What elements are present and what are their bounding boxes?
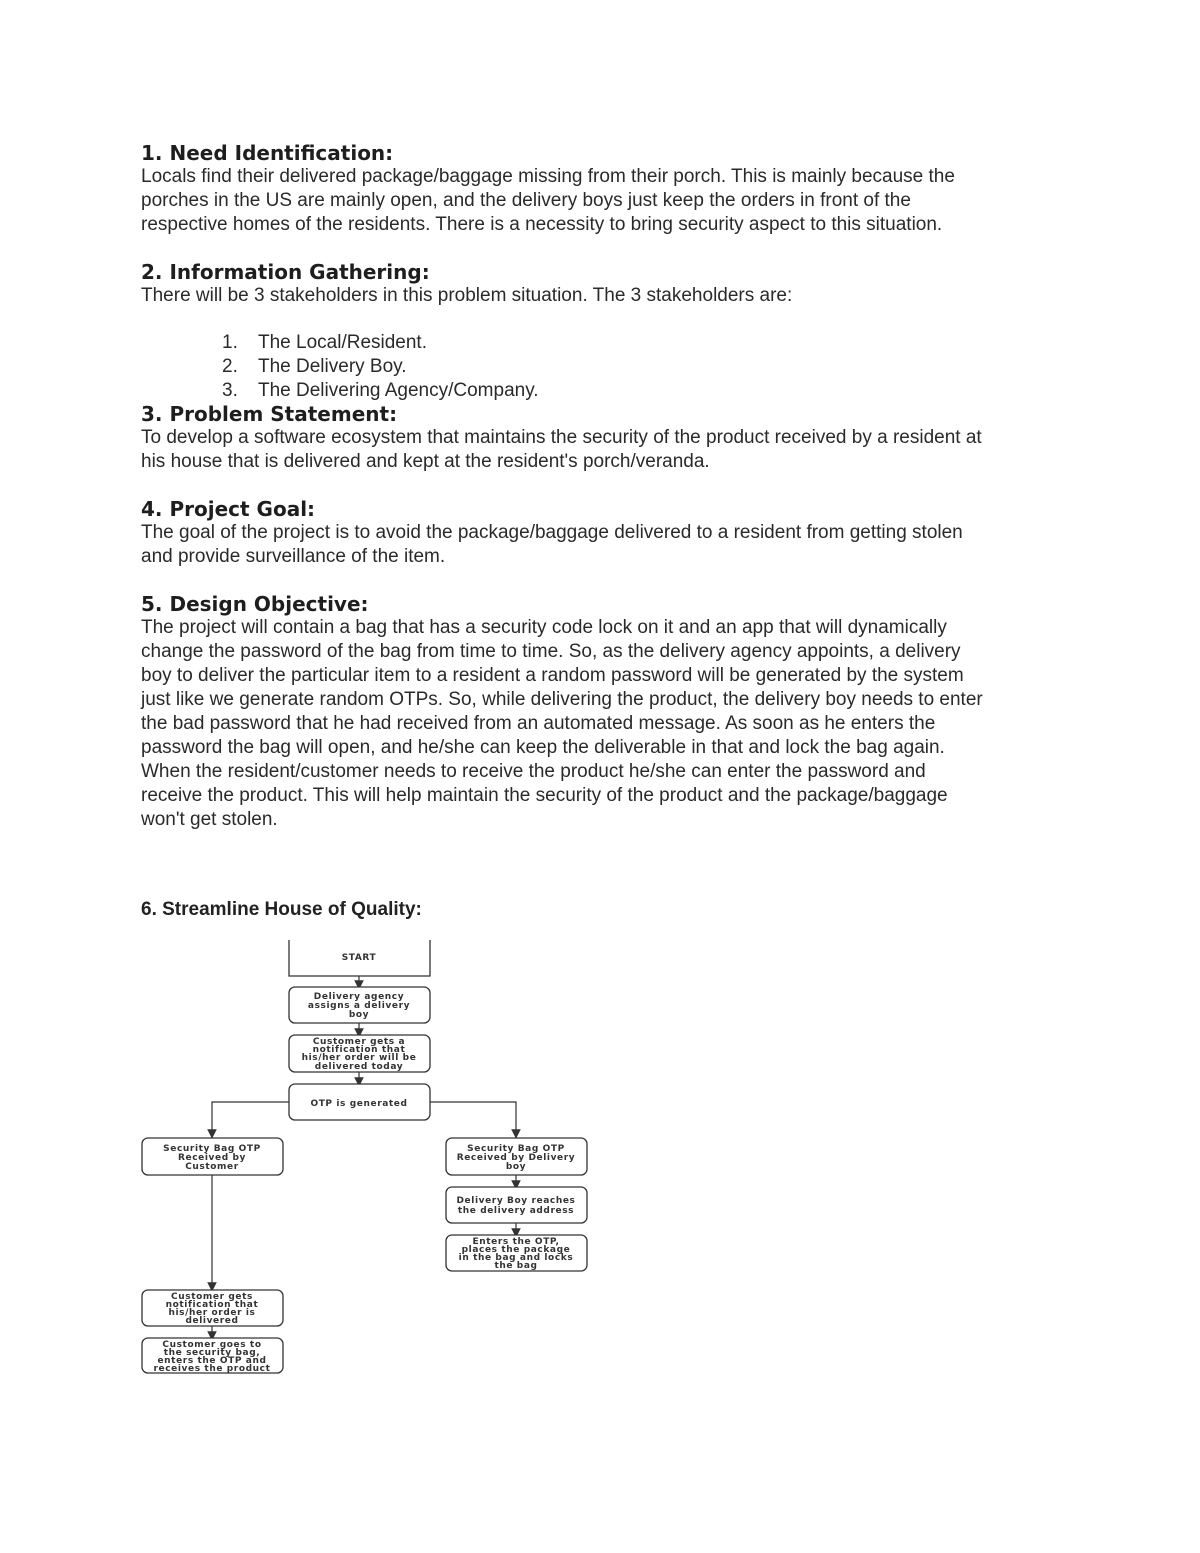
- box-label: his/her order will be: [301, 1053, 417, 1063]
- list-number: 3.: [222, 380, 238, 401]
- box-label: Security Bag OTP: [467, 1144, 565, 1154]
- paragraph-line: There will be 3 stakeholders in this problem situation. The 3 stakeholders are:: [141, 285, 793, 306]
- box-label: his/her order is: [168, 1308, 256, 1318]
- box-label: Security Bag OTP: [163, 1144, 261, 1154]
- box-label: receives the product: [153, 1364, 271, 1374]
- paragraph-line: his house that is delivered and kept at the resident's porch/veranda.: [141, 451, 710, 472]
- box-label: OTP is generated: [310, 1099, 408, 1109]
- paragraph-line: and provide surveillance of the item.: [141, 546, 446, 567]
- box-label: Received by Delivery: [456, 1153, 576, 1163]
- flow-box-agency: [289, 987, 430, 1023]
- paragraph-line: change the password of the bag from time to time. So, as the delivery agency appoints, a delivery: [141, 641, 961, 662]
- paragraph-line: won't get stolen.: [141, 809, 278, 830]
- paragraph-line: The project will contain a bag that has a security code lock on it and an app that will dynamically: [141, 617, 947, 638]
- paragraph-line: The goal of the project is to avoid the package/baggage delivered to a resident from getting stolen: [141, 522, 963, 543]
- box-label: in the bag and locks: [458, 1253, 574, 1263]
- list-number: 1.: [222, 332, 238, 353]
- paragraph-line: Locals find their delivered package/baggage missing from their porch. This is mainly because the: [141, 166, 955, 187]
- box-label: Delivery Boy reaches: [456, 1196, 576, 1206]
- box-label: notification that: [312, 1045, 406, 1055]
- box-label: assigns a delivery: [307, 1001, 411, 1011]
- paragraph-line: receive the product. This will help maintain the security of the product and the package/baggage: [141, 785, 948, 806]
- paragraph-line: password the bag will open, and he/she can keep the deliverable in that and lock the bag again.: [141, 737, 945, 758]
- flow-box-left-receive: [142, 1138, 283, 1175]
- arrow-otp-right: [430, 1102, 516, 1134]
- section-heading: 2. Information Gathering:: [141, 260, 430, 284]
- section-heading: 3. Problem Statement:: [141, 402, 398, 426]
- section-heading: 5. Design Objective:: [141, 592, 369, 616]
- paragraph-line: When the resident/customer needs to receive the product he/she can enter the password and: [141, 761, 926, 782]
- box-label: Received by: [177, 1153, 247, 1163]
- box-label: Customer: [185, 1162, 239, 1172]
- box-label: boy: [505, 1162, 527, 1172]
- box-label: Enters the OTP,: [472, 1237, 560, 1247]
- box-label: Customer goes to: [162, 1340, 262, 1350]
- flow-box-notify: [289, 1035, 430, 1072]
- paragraph-line: boy to deliver the particular item to a resident a random password will be generated by the system: [141, 665, 964, 686]
- box-label: notification that: [165, 1300, 259, 1310]
- box-label: enters the OTP and: [157, 1356, 267, 1366]
- arrow-otp-left: [212, 1102, 289, 1134]
- box-label: delivered: [185, 1316, 239, 1326]
- box-label: START: [341, 953, 377, 963]
- paragraph-line: the bad password that he had received from an automated message. As soon as he enters the: [141, 713, 936, 734]
- list-number: 2.: [222, 356, 238, 377]
- hoq-title: 6. Streamline House of Quality:: [141, 899, 422, 920]
- section-heading: 4. Project Goal:: [141, 497, 316, 521]
- section-heading: 1. Need Identification:: [141, 141, 394, 165]
- list-text: The Local/Resident.: [258, 332, 427, 353]
- flow-box-otp: [289, 1084, 430, 1120]
- paragraph-line: just like we generate random OTPs. So, while delivering the product, the delivery boy needs to enter: [141, 689, 983, 710]
- list-text: The Delivering Agency/Company.: [258, 380, 539, 401]
- flow-box-cust-goes: [142, 1338, 283, 1374]
- flow-box-start: [289, 940, 430, 976]
- box-label: the delivery address: [457, 1206, 575, 1216]
- paragraph-line: To develop a software ecosystem that maintains the security of the product received by a resident at: [141, 427, 982, 448]
- box-label: the bag: [494, 1261, 538, 1271]
- box-label: the security bag,: [163, 1348, 261, 1358]
- box-label: Customer gets: [171, 1292, 253, 1302]
- box-label: boy: [348, 1010, 370, 1020]
- box-label: Delivery agency: [313, 992, 405, 1002]
- box-label: places the package: [461, 1245, 571, 1255]
- list-text: The Delivery Boy.: [258, 356, 407, 377]
- paragraph-line: respective homes of the residents. There is a necessity to bring security aspect to this situation.: [141, 214, 943, 235]
- flow-box-right-receive: [446, 1138, 587, 1175]
- flow-box-cust-notify: [142, 1290, 283, 1326]
- paragraph-line: porches in the US are mainly open, and the delivery boys just keep the orders in front of the: [141, 190, 911, 211]
- flow-box-reaches: [446, 1187, 587, 1223]
- box-label: Customer gets a: [312, 1037, 406, 1047]
- box-label: delivered today: [314, 1062, 404, 1072]
- flow-box-enters: [446, 1235, 587, 1271]
